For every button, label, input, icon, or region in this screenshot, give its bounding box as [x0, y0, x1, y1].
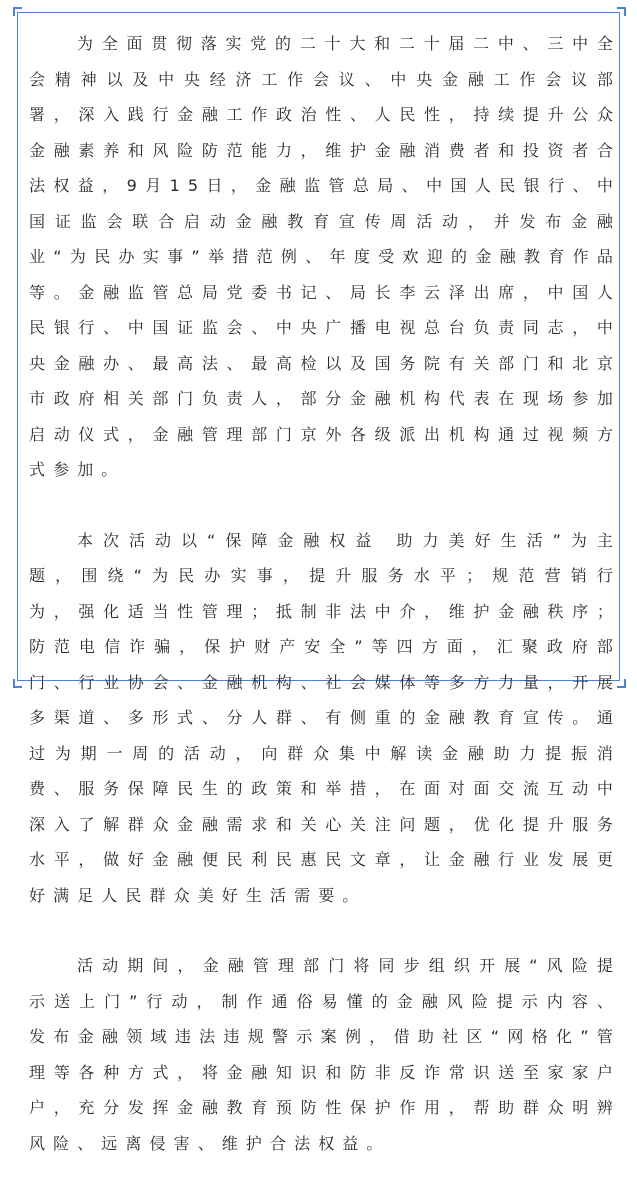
- paragraph-risk-alerts: 活动期间，金融管理部门将同步组织开展“风险提示送上门”行动，制作通俗易懂的金融风险提示内容、发布金融领域违法违规警示案例，借助社区“网格化”管理等各种方式，将金融知识和防非反诈常识送至家家户户，充分发挥金融教育预防性保护作用，帮助群众明辨风险、远离侵害、维护合法权益。: [29, 956, 621, 1153]
- frame-corner-top-right: [617, 7, 626, 16]
- frame-corner-top-left: [13, 7, 22, 16]
- frame-corner-bottom-left: [13, 679, 22, 688]
- paragraph-launch-event: 为全面贯彻落实党的二十大和二十届二中、三中全会精神以及中央经济工作会议、中央金融工作会议部署，深入践行金融工作政治性、人民性，持续提升公众金融素养和风险防范能力，维护金融消费者和投资者合法权益，9月15日，金融监管总局、中国人民银行、中国证监会联合启动金融教育宣传周活动，并发布金融业“为民办实事”举措范例、年度受欢迎的金融教育作品等。金融监管总局党委书记、局长李云泽出席，中国人民银行、中国证监会、中央广播电视总台负责同志，中央金融办、最高法、最高检以及国务院有关部门和北京市政府相关部门负责人，部分金融机构代表在现场参加启动仪式，金融管理部门京外各级派出机构通过视频方式参加。: [29, 34, 621, 479]
- paragraph-theme: 本次活动以“保障金融权益 助力美好生活”为主题，围绕“为民办实事，提升服务水平；规范营销行为，强化适当性管理；抵制非法中介，维护金融秩序；防范电信诈骗，保护财产安全”等四方面，汇聚政府部门、行业协会、金融机构、社会媒体等多方力量，开展多渠道、多形式、分人群、有侧重的金融教育宣传。通过为期一周的活动，向群众集中解读金融助力提振消费、服务保障民生的政策和举措，在面对面交流互动中深入了解群众金融需求和关心关注问题，优化提升服务水平，做好金融便民利民惠民文章，让金融行业发展更好满足人民群众美好生活需要。: [29, 530, 621, 905]
- article-body: [29, 26, 621, 1196]
